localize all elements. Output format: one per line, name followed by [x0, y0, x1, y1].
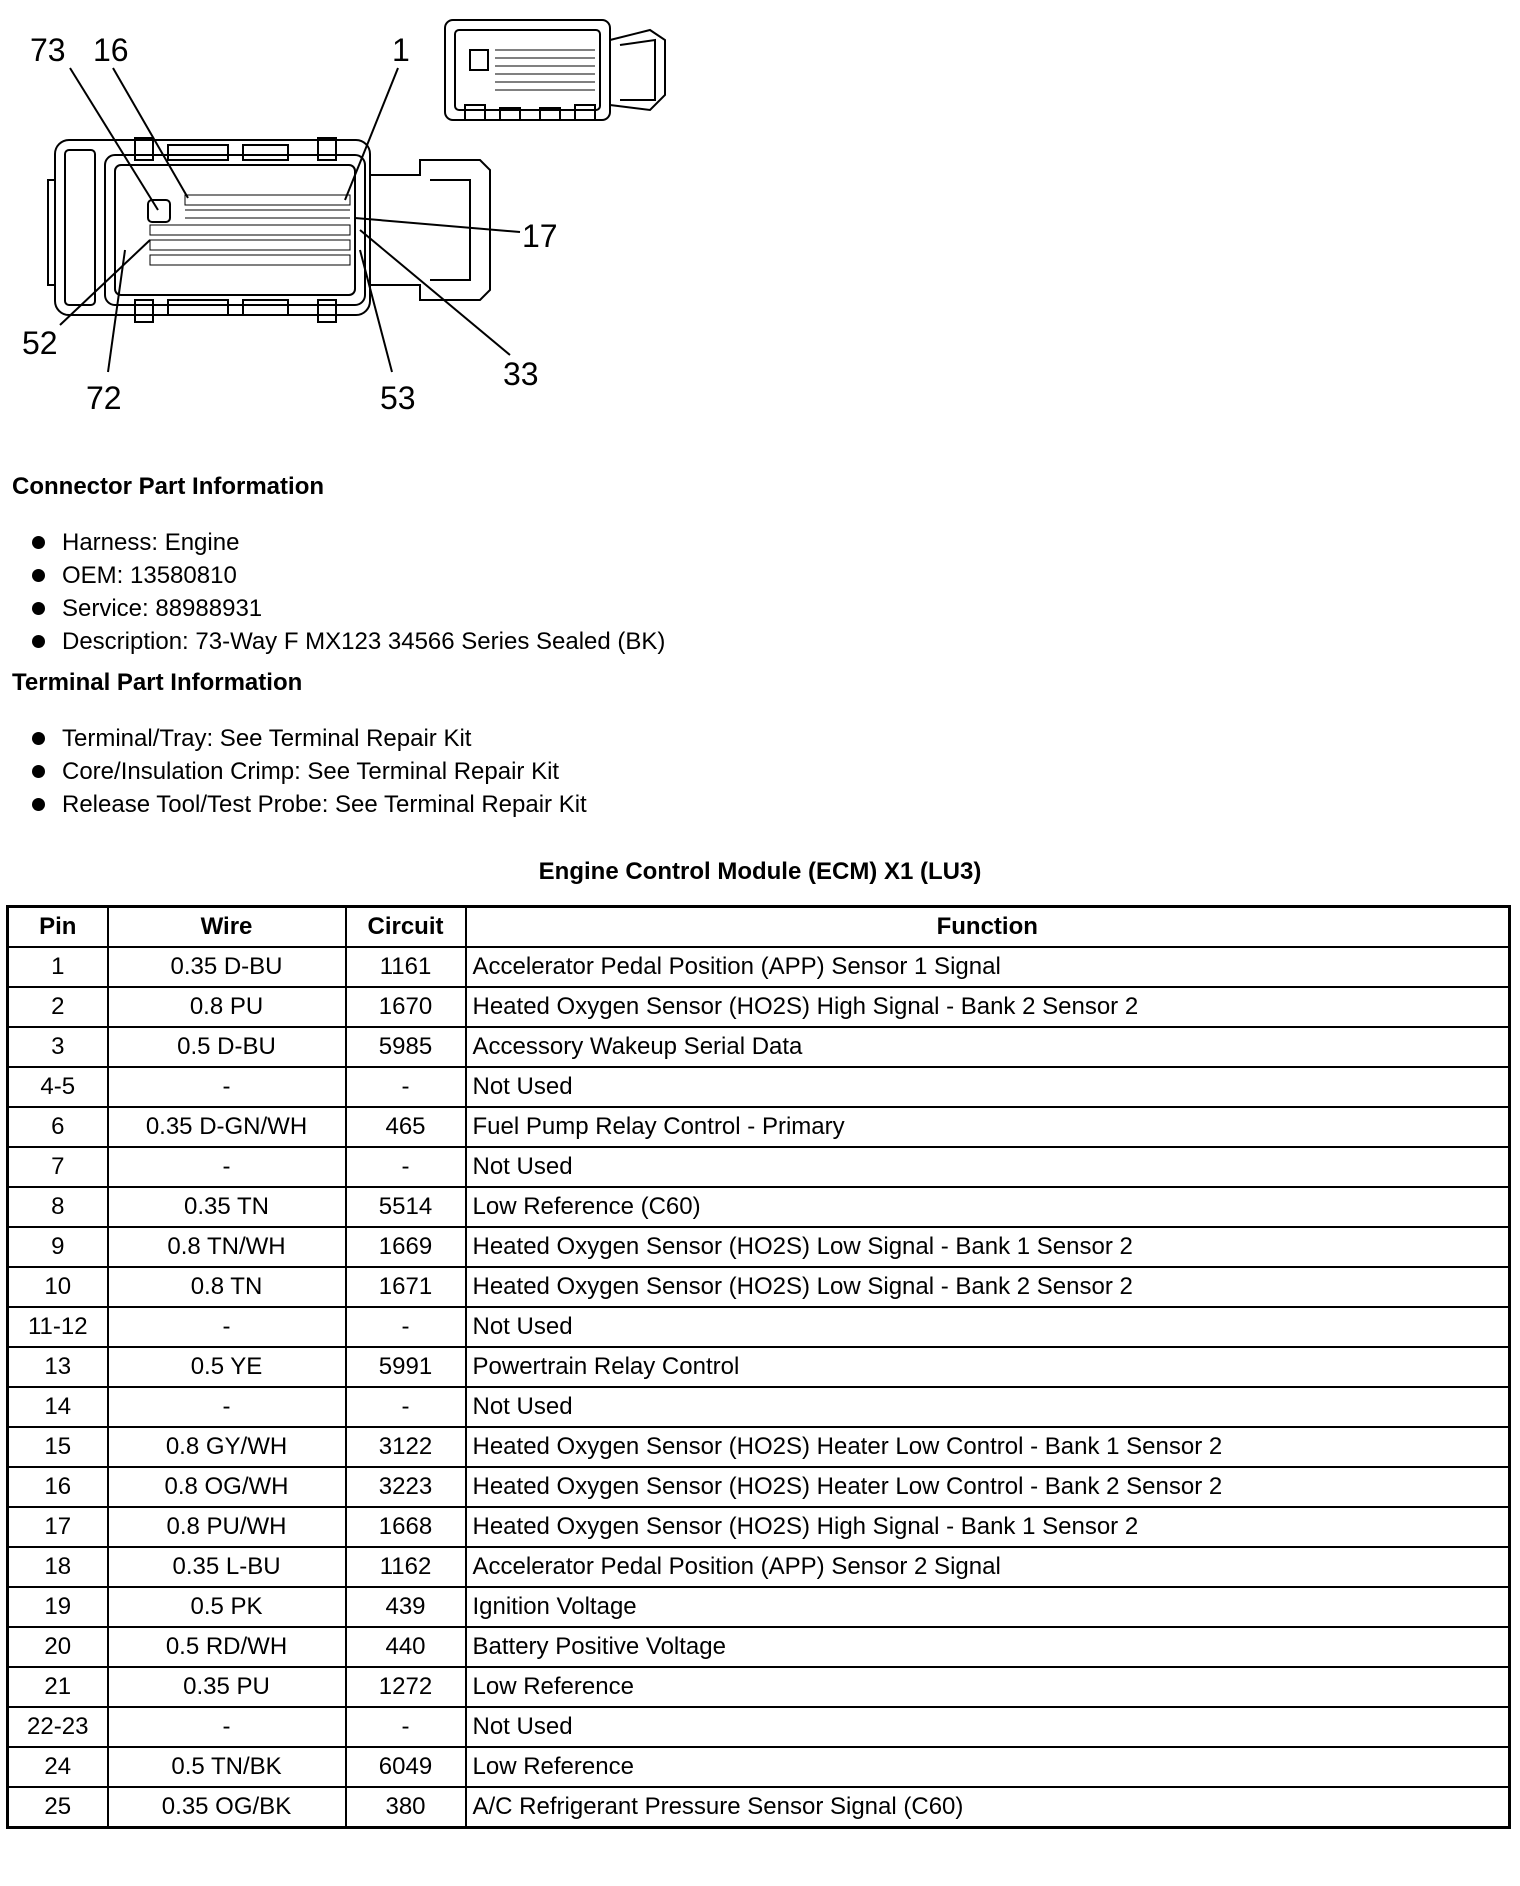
table-row — [8, 1187, 1510, 1227]
table-row — [8, 1547, 1510, 1587]
header-function: Function — [466, 907, 1510, 948]
cell-function: Not Used — [466, 1067, 1510, 1107]
cell-function: Heated Oxygen Sensor (HO2S) High Signal - Bank 1 Sensor 2 — [466, 1507, 1510, 1547]
cell-function: A/C Refrigerant Pressure Sensor Signal (C60) — [466, 1787, 1510, 1828]
table-row — [8, 1147, 1510, 1187]
cell-pin: 1 — [8, 947, 108, 987]
table-row — [8, 1267, 1510, 1307]
cell-function: Accelerator Pedal Position (APP) Sensor 2 Signal — [466, 1547, 1510, 1587]
cell-wire: 0.8 PU/WH — [108, 1507, 346, 1547]
cell-circuit: 6049 — [346, 1747, 466, 1787]
connector-info-list — [30, 526, 665, 658]
cell-pin: 3 — [8, 1027, 108, 1067]
cell-wire: 0.5 RD/WH — [108, 1627, 346, 1667]
cell-pin: 20 — [8, 1627, 108, 1667]
table-row — [8, 1227, 1510, 1267]
header-pin: Pin — [8, 907, 108, 948]
cell-pin: 17 — [8, 1507, 108, 1547]
bullet-icon — [32, 798, 45, 811]
callout-1: 1 — [392, 32, 410, 68]
cell-wire: 0.8 TN/WH — [108, 1227, 346, 1267]
bullet-icon — [32, 569, 45, 582]
cell-circuit: 1669 — [346, 1227, 466, 1267]
callout-53: 53 — [380, 380, 416, 416]
cell-function: Not Used — [466, 1707, 1510, 1747]
cell-function: Fuel Pump Relay Control - Primary — [466, 1107, 1510, 1147]
cell-pin: 7 — [8, 1147, 108, 1187]
table-row — [8, 1427, 1510, 1467]
cell-pin: 14 — [8, 1387, 108, 1427]
table-row — [8, 1787, 1510, 1828]
cell-function: Not Used — [466, 1387, 1510, 1427]
cell-wire: 0.35 PU — [108, 1667, 346, 1707]
table-row — [8, 947, 1510, 987]
bullet-icon — [32, 732, 45, 745]
list-item-text: Release Tool/Test Probe: See Terminal Repair Kit — [62, 791, 587, 818]
cell-function: Low Reference — [466, 1747, 1510, 1787]
table-row — [8, 1027, 1510, 1067]
list-item — [30, 722, 587, 755]
table-row — [8, 1587, 1510, 1627]
cell-wire: 0.8 PU — [108, 987, 346, 1027]
cell-pin: 15 — [8, 1427, 108, 1467]
cell-wire: 0.5 PK — [108, 1587, 346, 1627]
cell-pin: 2 — [8, 987, 108, 1027]
cell-circuit: 3223 — [346, 1467, 466, 1507]
cell-wire: 0.5 TN/BK — [108, 1747, 346, 1787]
cell-wire: 0.8 OG/WH — [108, 1467, 346, 1507]
table-row — [8, 1107, 1510, 1147]
list-item — [30, 788, 587, 821]
cell-function: Heated Oxygen Sensor (HO2S) Low Signal - Bank 1 Sensor 2 — [466, 1227, 1510, 1267]
cell-circuit: 1272 — [346, 1667, 466, 1707]
table-body — [8, 947, 1510, 1828]
cell-circuit: 1162 — [346, 1547, 466, 1587]
callout-17: 17 — [522, 218, 558, 254]
cell-circuit: 3122 — [346, 1427, 466, 1467]
cell-pin: 24 — [8, 1747, 108, 1787]
cell-wire: - — [108, 1147, 346, 1187]
cell-pin: 18 — [8, 1547, 108, 1587]
list-item — [30, 592, 665, 625]
list-item-text: OEM: 13580810 — [62, 562, 237, 589]
connector-iso-view — [445, 20, 665, 120]
cell-wire: 0.5 YE — [108, 1347, 346, 1387]
callout-16: 16 — [93, 32, 129, 68]
cell-pin: 19 — [8, 1587, 108, 1627]
table-row — [8, 1507, 1510, 1547]
cell-circuit: 465 — [346, 1107, 466, 1147]
cell-function: Accessory Wakeup Serial Data — [466, 1027, 1510, 1067]
cell-function: Powertrain Relay Control — [466, 1347, 1510, 1387]
bullet-icon — [32, 635, 45, 648]
cell-pin: 10 — [8, 1267, 108, 1307]
table-header-row — [8, 907, 1510, 948]
cell-function: Heated Oxygen Sensor (HO2S) Heater Low Control - Bank 2 Sensor 2 — [466, 1467, 1510, 1507]
cell-circuit: 380 — [346, 1787, 466, 1828]
table-row — [8, 1067, 1510, 1107]
callout-72: 72 — [86, 380, 122, 416]
cell-circuit: 440 — [346, 1627, 466, 1667]
cell-circuit: - — [346, 1307, 466, 1347]
table-row — [8, 1707, 1510, 1747]
table-row — [8, 1387, 1510, 1427]
cell-wire: 0.35 D-GN/WH — [108, 1107, 346, 1147]
table-row — [8, 1747, 1510, 1787]
cell-pin: 6 — [8, 1107, 108, 1147]
table-row — [8, 1467, 1510, 1507]
bullet-icon — [32, 536, 45, 549]
list-item-text: Core/Insulation Crimp: See Terminal Repair Kit — [62, 758, 560, 785]
list-item-text: Harness: Engine — [62, 529, 240, 556]
cell-function: Not Used — [466, 1307, 1510, 1347]
cell-circuit: - — [346, 1707, 466, 1747]
list-item — [30, 559, 665, 592]
cell-wire: - — [108, 1307, 346, 1347]
cell-function: Low Reference — [466, 1667, 1510, 1707]
connector-info-heading: Connector Part Information — [12, 473, 325, 500]
cell-circuit: 1670 — [346, 987, 466, 1027]
cell-pin: 11-12 — [8, 1307, 108, 1347]
cell-circuit: 5514 — [346, 1187, 466, 1227]
cell-circuit: 1668 — [346, 1507, 466, 1547]
cell-pin: 21 — [8, 1667, 108, 1707]
list-item — [30, 526, 665, 559]
terminal-info-heading: Terminal Part Information — [12, 669, 303, 696]
cell-pin: 8 — [8, 1187, 108, 1227]
cell-function: Heated Oxygen Sensor (HO2S) Low Signal - Bank 2 Sensor 2 — [466, 1267, 1510, 1307]
list-item — [30, 625, 665, 658]
cell-pin: 13 — [8, 1347, 108, 1387]
cell-wire: 0.35 OG/BK — [108, 1787, 346, 1828]
callout-leaders — [60, 68, 520, 372]
table-row — [8, 1627, 1510, 1667]
terminal-info-list — [30, 722, 587, 821]
cell-wire: 0.35 TN — [108, 1187, 346, 1227]
cell-circuit: 1671 — [346, 1267, 466, 1307]
cell-function: Heated Oxygen Sensor (HO2S) Heater Low Control - Bank 1 Sensor 2 — [466, 1427, 1510, 1467]
cell-wire: 0.8 TN — [108, 1267, 346, 1307]
cell-function: Ignition Voltage — [466, 1587, 1510, 1627]
bullet-icon — [32, 765, 45, 778]
connector-face-view — [48, 138, 490, 322]
list-item — [30, 755, 587, 788]
cell-function: Accelerator Pedal Position (APP) Sensor 1 Signal — [466, 947, 1510, 987]
cell-circuit: - — [346, 1067, 466, 1107]
table-row — [8, 1347, 1510, 1387]
table-row — [8, 987, 1510, 1027]
cell-wire: - — [108, 1067, 346, 1107]
cell-function: Not Used — [466, 1147, 1510, 1187]
cell-circuit: - — [346, 1147, 466, 1187]
cell-circuit: 439 — [346, 1587, 466, 1627]
header-circuit: Circuit — [346, 907, 466, 948]
cell-pin: 16 — [8, 1467, 108, 1507]
cell-function: Battery Positive Voltage — [466, 1627, 1510, 1667]
cell-function: Low Reference (C60) — [466, 1187, 1510, 1227]
cell-function: Heated Oxygen Sensor (HO2S) High Signal - Bank 2 Sensor 2 — [466, 987, 1510, 1027]
list-item-text: Service: 88988931 — [62, 595, 263, 622]
callout-52: 52 — [22, 325, 58, 361]
cell-pin: 25 — [8, 1787, 108, 1828]
list-item-text: Terminal/Tray: See Terminal Repair Kit — [62, 725, 472, 752]
table-row — [8, 1667, 1510, 1707]
callout-33: 33 — [503, 356, 539, 392]
table-row — [8, 1307, 1510, 1347]
cell-circuit: 5991 — [346, 1347, 466, 1387]
cell-wire: 0.35 D-BU — [108, 947, 346, 987]
callout-73: 73 — [30, 32, 66, 68]
cell-wire: 0.5 D-BU — [108, 1027, 346, 1067]
pin-table — [6, 905, 1511, 1829]
cell-wire: - — [108, 1387, 346, 1427]
cell-wire: 0.8 GY/WH — [108, 1427, 346, 1467]
cell-wire: 0.35 L-BU — [108, 1547, 346, 1587]
bullet-icon — [32, 602, 45, 615]
header-wire: Wire — [108, 907, 346, 948]
cell-pin: 22-23 — [8, 1707, 108, 1747]
list-item-text: Description: 73-Way F MX123 34566 Series Sealed (BK) — [62, 628, 666, 655]
cell-circuit: - — [346, 1387, 466, 1427]
cell-pin: 9 — [8, 1227, 108, 1267]
cell-wire: - — [108, 1707, 346, 1747]
table-title: Engine Control Module (ECM) X1 (LU3) — [538, 858, 982, 885]
cell-circuit: 1161 — [346, 947, 466, 987]
cell-circuit: 5985 — [346, 1027, 466, 1067]
cell-pin: 4-5 — [8, 1067, 108, 1107]
